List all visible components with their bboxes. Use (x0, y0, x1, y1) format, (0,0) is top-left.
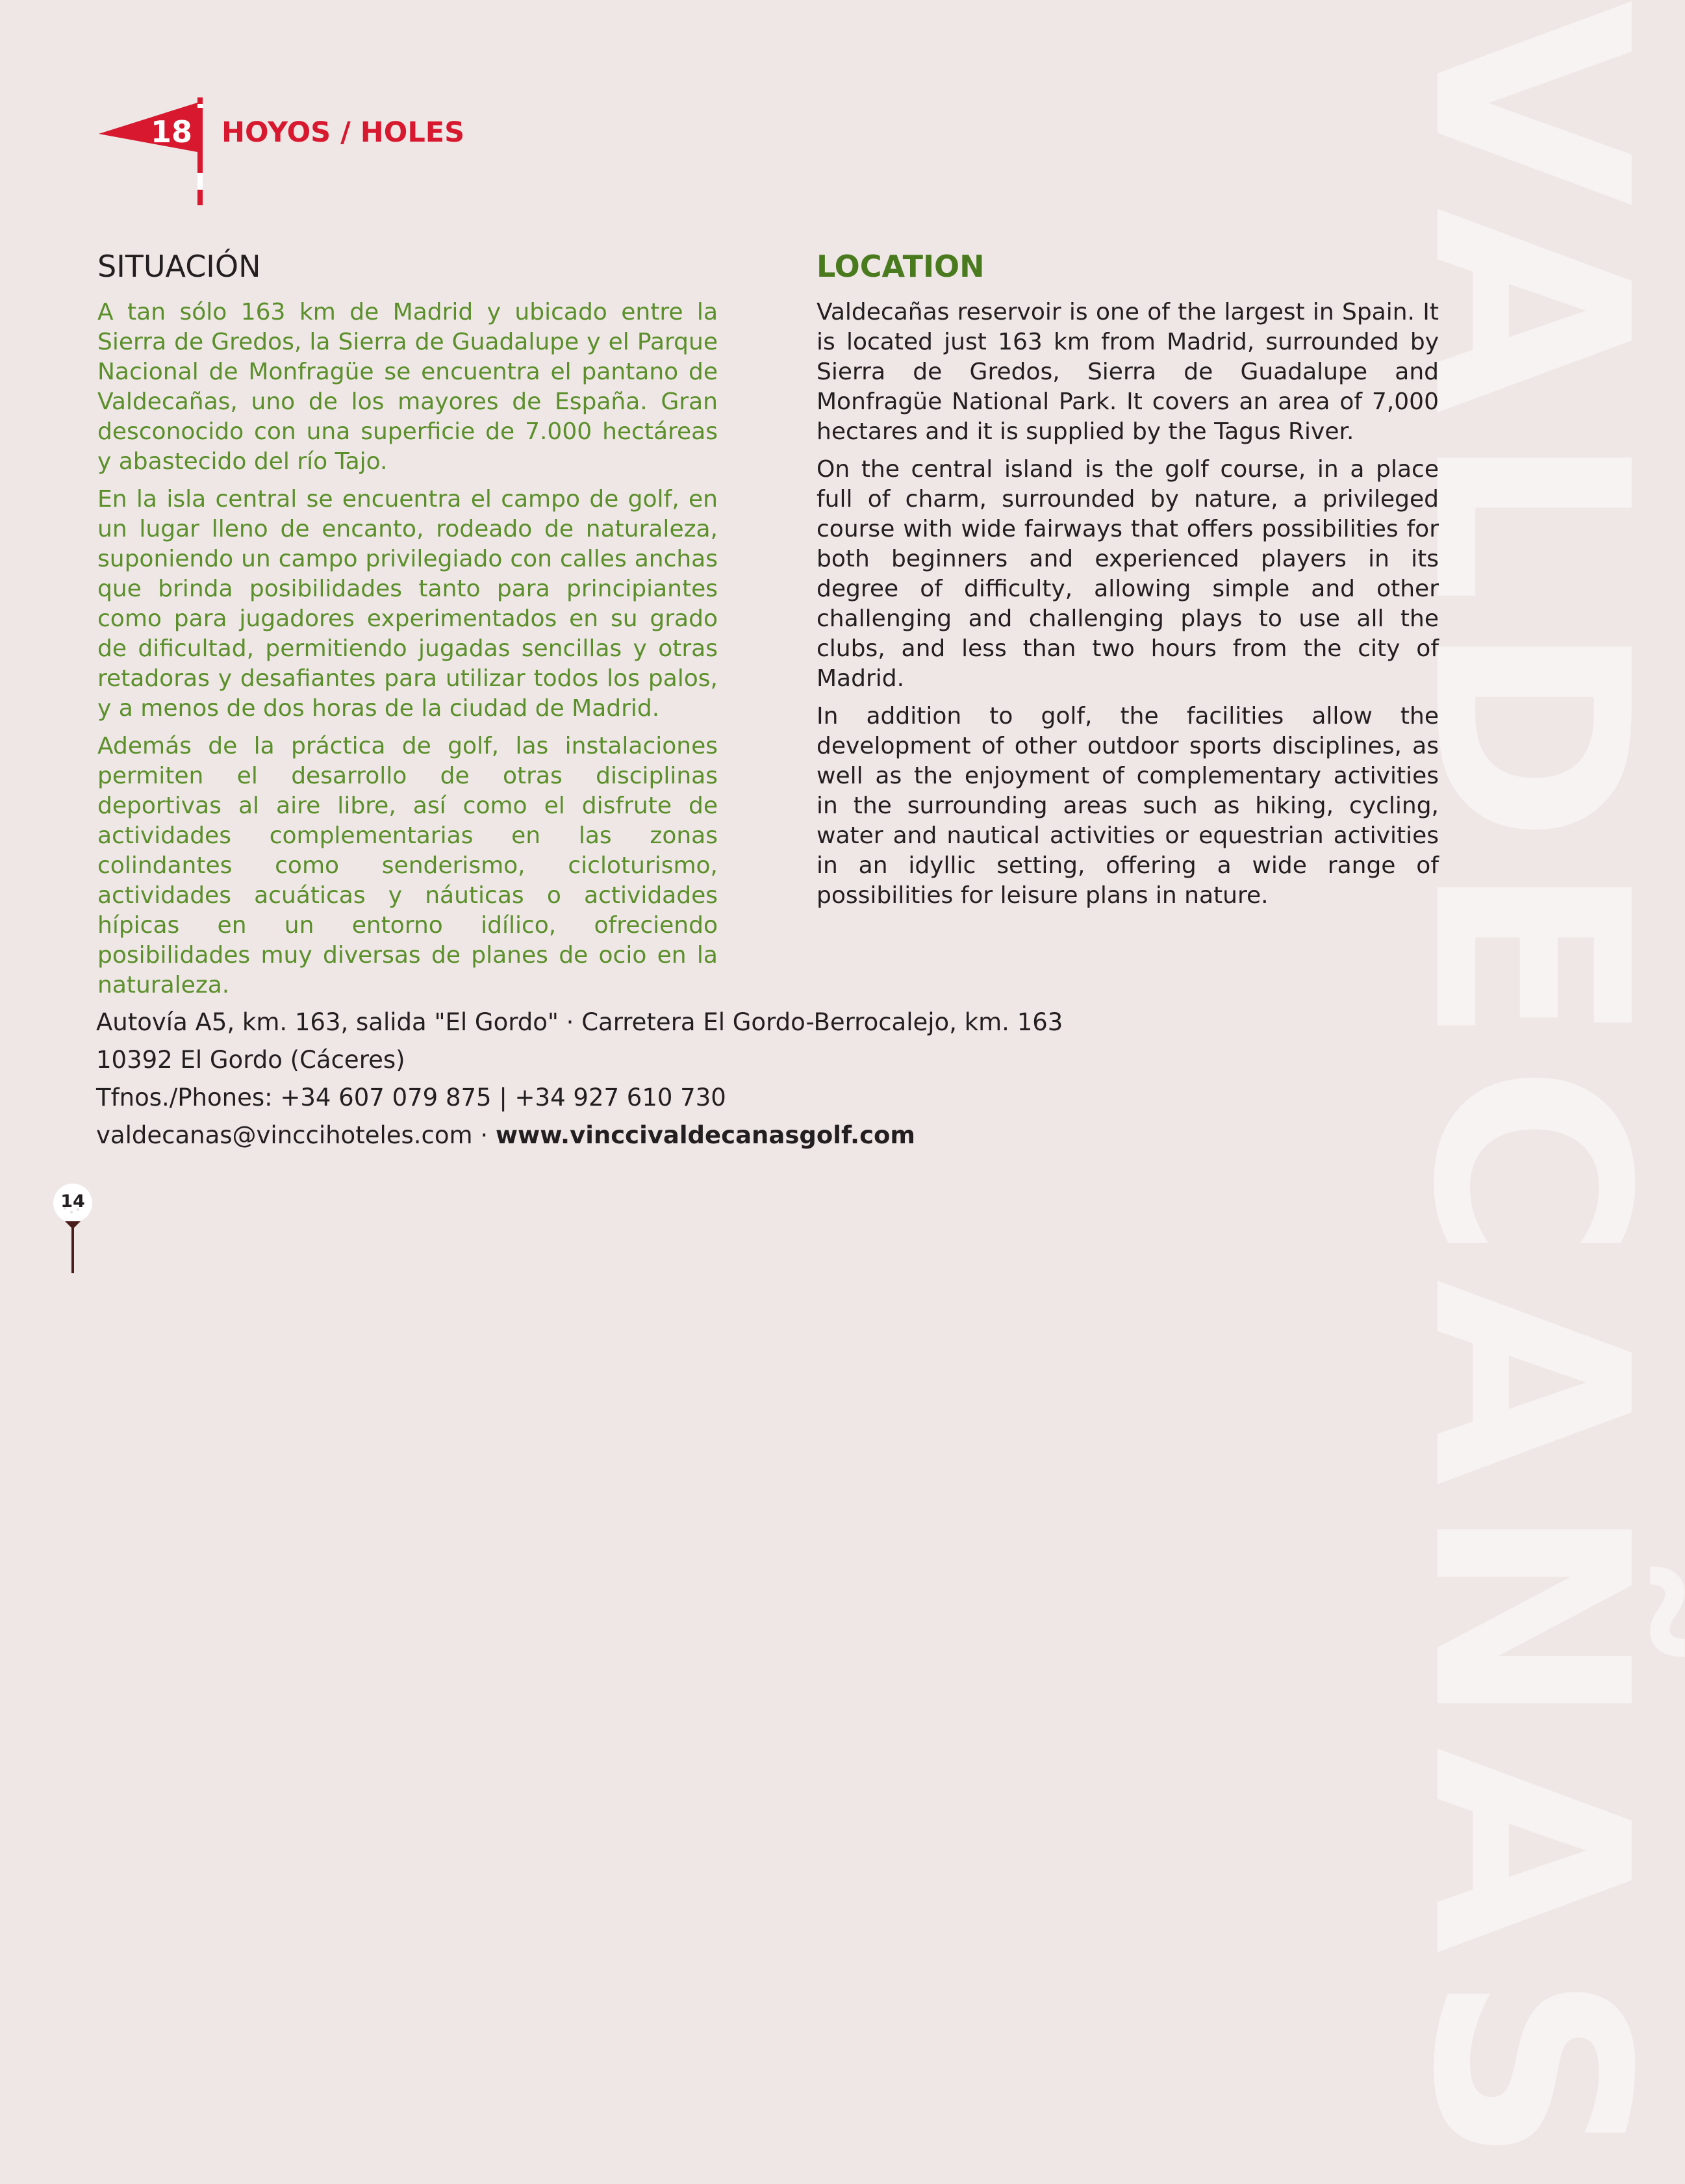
website-link[interactable]: www.vinccivaldecanasgolf.com (495, 1121, 915, 1149)
spanish-heading: SITUACIÓN (97, 249, 261, 284)
email-website-line (96, 1117, 1063, 1154)
english-paragraph: On the central island is the golf course, in a place full of charm, surrounded by nature, a privileged course with wide fairways that offers possibilities for both beginners and experienced players in its degree of difficulty, allowing simple and other challenging and challenging plays to use all the clubs, and less than two hours from the city of Madrid. (817, 456, 1439, 692)
flag-number: 18 (150, 114, 192, 149)
page-number: 14 (60, 1191, 85, 1212)
watermark-text: VALDECAÑAS (1375, 0, 1685, 2184)
spanish-paragraph: Además de la práctica de golf, las instalaciones permiten el desarrollo de otras disciplinas deportivas al aire libre, así como el disfrute de actividades complementarias en las zonas colindantes como senderismo, cicloturismo, actividades acuáticas y náuticas o actividades hípicas en un entorno idílico, ofreciendo posibilidades muy diversas de planes de ocio en la naturaleza. (97, 733, 718, 998)
english-paragraph: In addition to golf, the facilities allow the development of other outdoor sports disciplines, as well as the enjoyment of complementary activities in the surrounding areas such as hiking, cycling, water and nautical activities or equestrian activities in an idyllic setting, offering a wide range of possibilities for leisure plans in nature. (817, 703, 1439, 909)
english-paragraph: Valdecañas reservoir is one of the largest in Spain. It is located just 163 km from Madrid, surrounded by Sierra de Gredos, Sierra de Guadalupe and Monfragüe National Park. It covers an area of 7,000 hectares and it is supplied by the Tagus River. (817, 299, 1439, 445)
contact-block (96, 1004, 1063, 1154)
english-heading: LOCATION (817, 249, 985, 284)
phone-numbers: Tfnos./Phones: +34 607 079 875 | +34 927 610 730 (96, 1084, 726, 1111)
holes-title: HOYOS / HOLES (222, 116, 465, 149)
spanish-paragraph: A tan sólo 163 km de Madrid y ubicado entre la Sierra de Gredos, la Sierra de Guadalupe y el Parque Nacional de Monfragüe se encuentra el pantano de Valdecañas, uno de los mayores de España. Gran desconocido con una superficie de 7.000 hectáreas y abastecido del río Tajo. (97, 299, 718, 475)
spanish-column (97, 298, 718, 1008)
english-column (817, 298, 1439, 919)
golf-flag-icon (97, 97, 208, 205)
spanish-paragraph: En la isla central se encuentra el campo de golf, en un lugar lleno de encanto, rodeado de naturaleza, suponiendo un campo privilegiado con calles anchas que brinda posibilidades tanto para principiantes como para jugadores experimentados en su grado de dificultad, permitiendo jugadas sencillas y otras retadoras y desafiantes para utilizar todos los palos, y a menos de dos horas de la ciudad de Madrid. (97, 486, 718, 722)
address-line-1: Autovía A5, km. 163, salida "El Gordo" · Carretera El Gordo-Berrocalejo, km. 163 (96, 1008, 1063, 1036)
email-address[interactable]: valdecanas@vinccihoteles.com · (96, 1121, 496, 1149)
address-line-2: 10392 El Gordo (Cáceres) (96, 1046, 405, 1074)
